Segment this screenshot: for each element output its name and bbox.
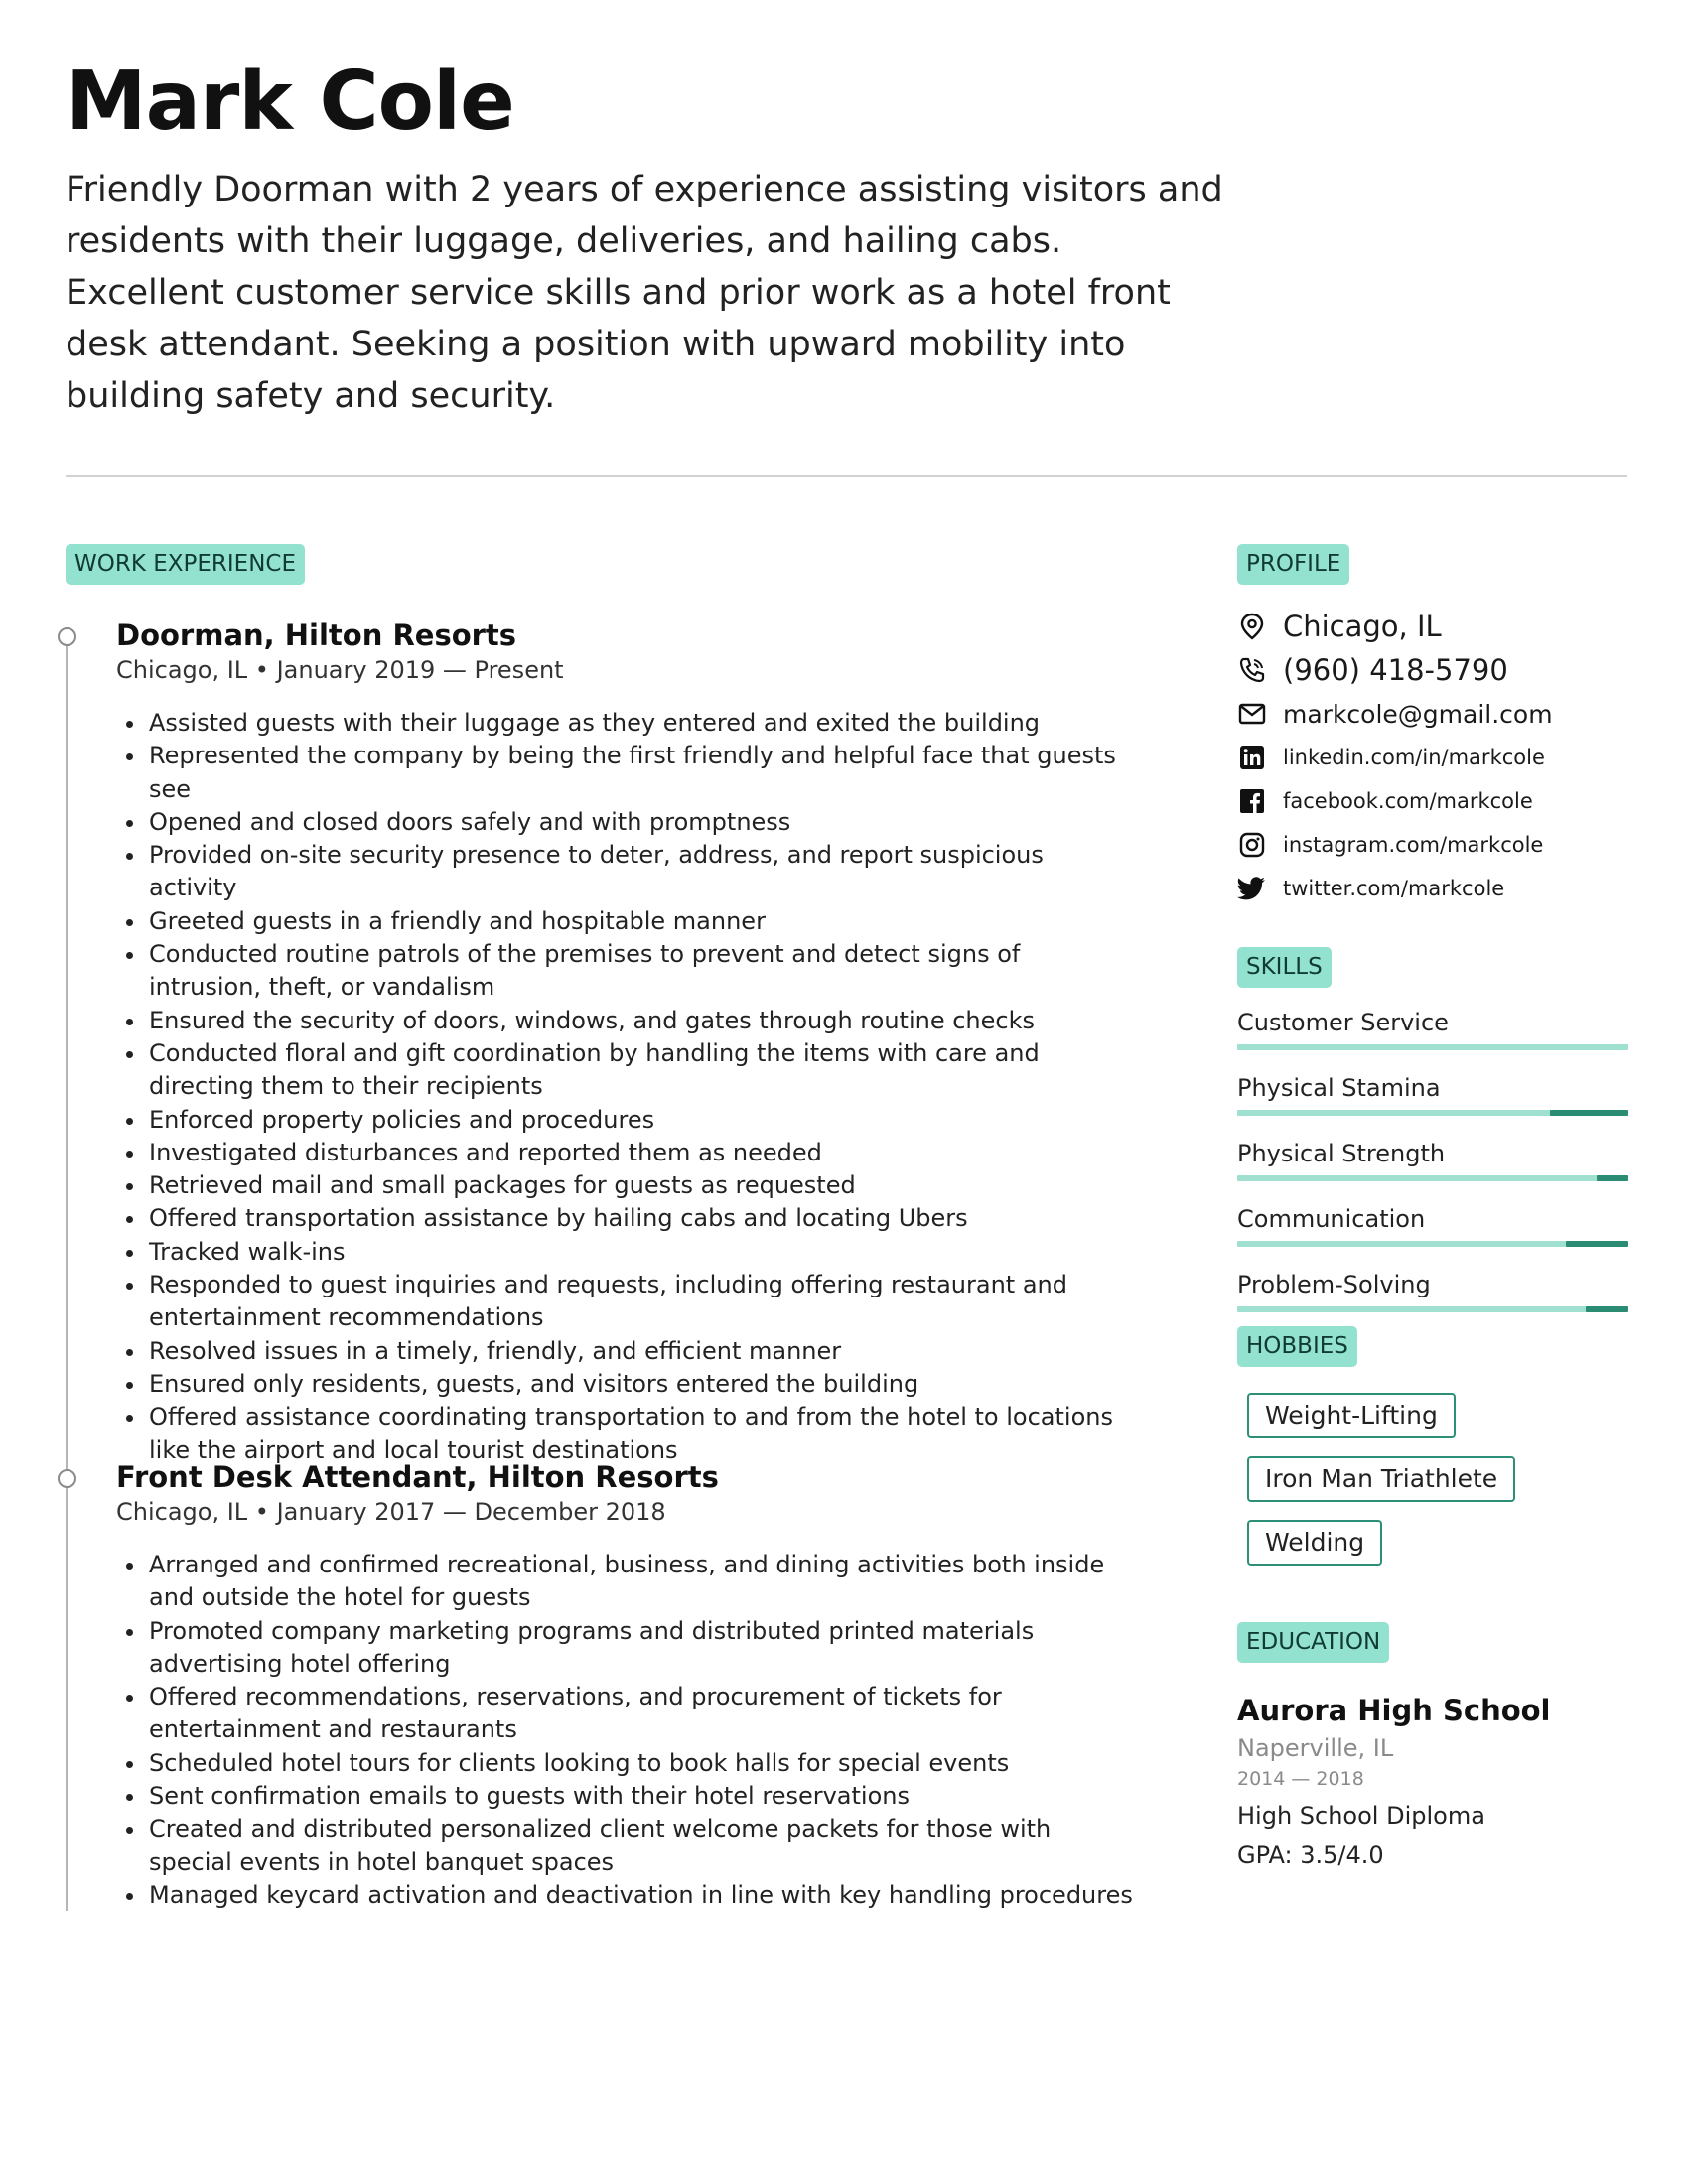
contact-location <box>1237 605 1628 648</box>
skill-item <box>1237 1073 1628 1116</box>
envelope-icon <box>1237 699 1267 729</box>
timeline-dot-icon <box>58 627 76 646</box>
skill-item <box>1237 1204 1628 1247</box>
job-bullet: • Sent confirmation emails to guests with their hotel reservations <box>147 1780 1133 1813</box>
contact-twitter-text[interactable]: twitter.com/markcole <box>1283 877 1505 900</box>
job-bullet: • Scheduled hotel tours for clients looking to book halls for special events <box>147 1747 1133 1780</box>
job-bullet: • Retrieved mail and small packages for guests as requested <box>147 1169 1133 1202</box>
job-bullet: • Resolved issues in a timely, friendly, and efficient manner <box>147 1335 1133 1368</box>
job-bullet-list <box>66 707 1133 1467</box>
work-experience-heading: WORK EXPERIENCE <box>66 544 305 585</box>
job-entry <box>66 1459 1168 1912</box>
skill-level-bar <box>1237 1175 1628 1181</box>
job-bullet: • Greeted guests in a friendly and hospitable manner <box>147 905 1133 938</box>
job-title: Doorman, Hilton Resorts <box>116 618 517 652</box>
profile-heading: PROFILE <box>1237 544 1349 585</box>
contact-email[interactable] <box>1237 692 1628 736</box>
job-bullet: • Offered recommendations, reservations, and procurement of tickets for entertainment and restaurants <box>147 1681 1133 1747</box>
linkedin-icon <box>1237 743 1267 772</box>
job-meta: Chicago, IL • January 2019 — Present <box>116 656 564 684</box>
skills-section <box>1237 947 1628 1335</box>
job-bullet: • Arranged and confirmed recreational, business, and dining activities both inside and outside the hotel for guests <box>147 1549 1133 1615</box>
contact-list <box>1237 605 1628 910</box>
job-bullet-list <box>66 1549 1133 1912</box>
contact-location-text: Chicago, IL <box>1283 610 1442 643</box>
skill-level-bar <box>1237 1110 1628 1116</box>
contact-email-text[interactable]: markcole@gmail.com <box>1283 699 1553 729</box>
hobbies-heading: HOBBIES <box>1237 1326 1357 1367</box>
contact-instagram[interactable] <box>1237 823 1628 867</box>
job-entry <box>66 617 1168 1467</box>
timeline-dot-icon <box>58 1469 76 1488</box>
phone-icon <box>1237 655 1267 685</box>
skill-name: Physical Strength <box>1237 1140 1446 1167</box>
job-bullet: • Responded to guest inquiries and requests, including offering restaurant and entertainment recommendations <box>147 1269 1133 1335</box>
education-years: 2014 — 2018 <box>1237 1768 1364 1790</box>
hobby-chip: Weight-Lifting <box>1247 1393 1456 1438</box>
education-location: Naperville, IL <box>1237 1734 1394 1762</box>
skills-heading: SKILLS <box>1237 947 1332 988</box>
job-bullet: • Ensured only residents, guests, and visitors entered the building <box>147 1368 1133 1401</box>
summary-paragraph: Friendly Doorman with 2 years of experience assisting visitors and residents with their luggage, deliveries, and hailing cabs. Excellent customer service skills and prior work as a hotel front desk attendant. Seeking a position with upward mobility into building safety and security. <box>66 170 1223 416</box>
job-bullet: • Conducted floral and gift coordination by handling the items with care and directing them to their recipients <box>147 1037 1133 1104</box>
skill-name: Physical Stamina <box>1237 1074 1441 1102</box>
skills-list <box>1237 1008 1628 1312</box>
contact-instagram-text[interactable]: instagram.com/markcole <box>1283 833 1544 857</box>
hobby-chip: Iron Man Triathlete <box>1247 1456 1515 1502</box>
job-bullet: • Offered assistance coordinating transportation to and from the hotel to locations like the airport and local tourist destinations <box>147 1401 1133 1467</box>
contact-linkedin[interactable] <box>1237 736 1628 779</box>
skill-level-marker <box>1566 1241 1628 1247</box>
job-bullet: • Represented the company by being the first friendly and helpful face that guests see <box>147 740 1133 806</box>
education-section <box>1237 1622 1628 1875</box>
skill-item <box>1237 1008 1628 1050</box>
skill-name: Communication <box>1237 1205 1426 1233</box>
job-bullet: • Investigated disturbances and reported them as needed <box>147 1137 1133 1169</box>
job-title: Front Desk Attendant, Hilton Resorts <box>116 1460 719 1494</box>
contact-linkedin-text[interactable]: linkedin.com/in/markcole <box>1283 746 1545 769</box>
location-pin-icon <box>1237 612 1267 641</box>
job-bullet: • Offered transportation assistance by hailing cabs and locating Ubers <box>147 1202 1133 1235</box>
skill-item <box>1237 1270 1628 1312</box>
hobby-chip: Welding <box>1247 1520 1382 1566</box>
twitter-icon <box>1237 874 1267 903</box>
job-bullet: • Provided on-site security presence to deter, address, and report suspicious activity <box>147 839 1133 905</box>
contact-facebook[interactable] <box>1237 779 1628 823</box>
job-bullet: • Promoted company marketing programs and distributed printed materials advertising hotel offering <box>147 1615 1133 1682</box>
job-bullet: • Conducted routine patrols of the premises to prevent and detect signs of intrusion, theft, or vandalism <box>147 938 1133 1005</box>
contact-phone <box>1237 648 1628 692</box>
facebook-icon <box>1237 786 1267 816</box>
skill-name: Customer Service <box>1237 1009 1449 1036</box>
instagram-icon <box>1237 830 1267 860</box>
contact-facebook-text[interactable]: facebook.com/markcole <box>1283 789 1533 813</box>
profile-section <box>1237 544 1628 910</box>
education-heading: EDUCATION <box>1237 1622 1389 1663</box>
job-bullet: • Tracked walk-ins <box>147 1236 1133 1269</box>
job-bullet: • Enforced property policies and procedures <box>147 1104 1133 1137</box>
skill-item <box>1237 1139 1628 1181</box>
work-experience-section <box>66 544 1168 585</box>
job-bullet: • Managed keycard activation and deactivation in line with key handling procedures <box>147 1879 1133 1912</box>
education-gpa: GPA: 3.5/4.0 <box>1237 1842 1384 1869</box>
hobbies-section <box>1237 1326 1628 1583</box>
skill-level-marker <box>1550 1110 1628 1116</box>
education-degree: High School Diploma <box>1237 1802 1485 1830</box>
skill-level-marker <box>1597 1175 1628 1181</box>
skill-level-marker <box>1586 1306 1628 1312</box>
skill-name: Problem-Solving <box>1237 1271 1431 1298</box>
contact-phone-text: (960) 418-5790 <box>1283 653 1508 687</box>
job-bullet: • Assisted guests with their luggage as they entered and exited the building <box>147 707 1133 740</box>
job-bullet: • Ensured the security of doors, windows, and gates through routine checks <box>147 1005 1133 1037</box>
skill-level-bar <box>1237 1044 1628 1050</box>
job-bullet: • Created and distributed personalized client welcome packets for those with special events in hotel banquet spaces <box>147 1813 1133 1879</box>
header-divider <box>66 475 1627 477</box>
skill-level-bar <box>1237 1306 1628 1312</box>
skill-level-bar <box>1237 1241 1628 1247</box>
job-meta: Chicago, IL • January 2017 — December 2018 <box>116 1498 666 1526</box>
hobbies-list <box>1237 1393 1628 1566</box>
job-bullet: • Opened and closed doors safely and with promptness <box>147 806 1133 839</box>
education-school: Aurora High School <box>1237 1694 1551 1727</box>
contact-twitter[interactable] <box>1237 867 1628 910</box>
candidate-name: Mark Cole <box>66 55 514 149</box>
